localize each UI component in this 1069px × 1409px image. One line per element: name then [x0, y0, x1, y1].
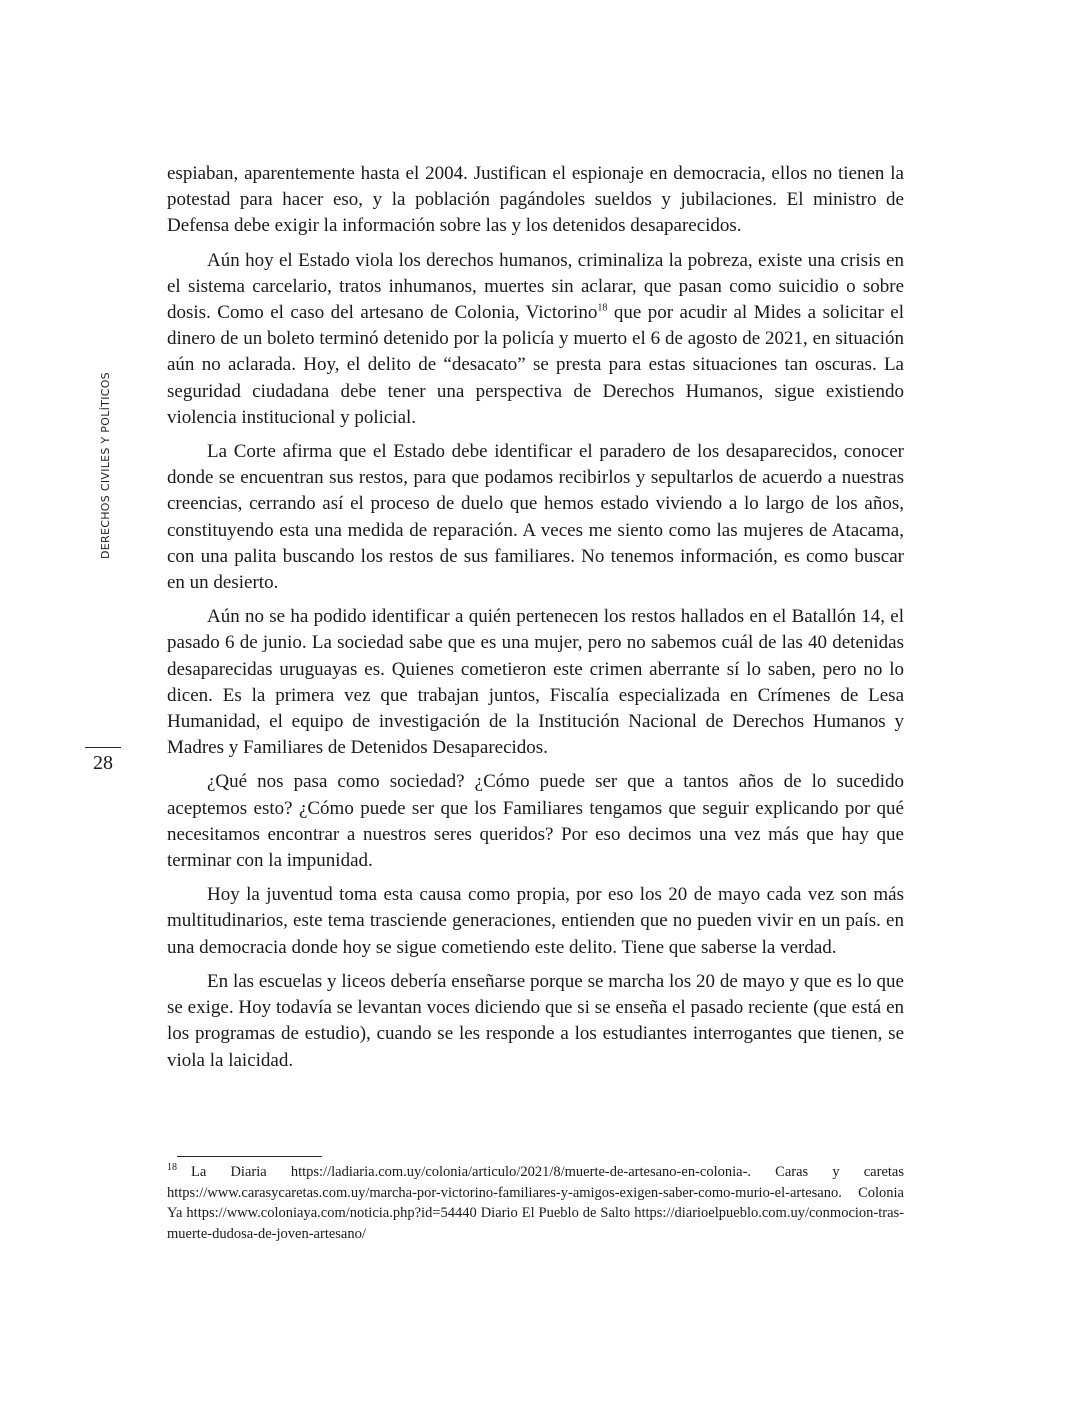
footnote-separator — [177, 1156, 322, 1157]
footnote-number: 18 — [167, 1162, 177, 1174]
running-section-title — [78, 355, 132, 575]
paragraph-4: Aún no se ha podido identificar a quién pertenecen los restos hallados en el Batallón 14, el pasado 6 de junio. La sociedad sabe que es una mujer, pero no sabemos cuál de las 40 detenidas desaparecidas uruguayas es. Quienes cometieron este crimen aberrante sí lo saben, pero no lo dicen. Es la primera vez que trabajan juntos, Fiscalía especializada en Crímenes de Lesa Humanidad, el equipo de investigación de la Institución Nacional de Derechos Humanos y Madres y Familiares de Detenidos Desaparecidos. — [167, 606, 904, 759]
page-number-rule — [85, 747, 121, 748]
footnote-18 — [167, 1162, 904, 1244]
main-text-column — [167, 161, 904, 1082]
page-number: 28 — [93, 752, 113, 774]
paragraph-5: ¿Qué nos pasa como sociedad? ¿Cómo puede ser que a tantos años de lo sucedido aceptemos esto? ¿Cómo puede ser que los Familiares tengamos que seguir explicando por qué necesitamos encontrar a nuestros seres queridos? Por eso decimos una vez más que hay que terminar con la impunidad. — [167, 771, 904, 872]
footnote-reference[interactable]: 18 — [597, 302, 608, 314]
paragraph-2-text-after: que por acudir al Mides a solicitar el dinero de un boleto terminó detenido por la policía y muerto el 6 de agosto de 2021, en situación aún no aclarada. Hoy, el delito de “desacato” se presta para estas situaciones tan oscuras. La seguridad ciudadana debe tener una perspectiva de Derechos Humanos, sigue existiendo violencia institucional y policial. — [167, 302, 905, 428]
section-title-text: DERECHOS CIVILES Y POLÍTICOS — [98, 371, 112, 559]
footnote-text: La Diaria https://ladiaria.com.uy/colonia/articulo/2021/8/muerte-de-artesano-en-colonia-. Caras y caretas https://www.carasycaretas.com.uy/marcha-por-victorino-familiares-y-amigos-exigen-saber-como-murio-el-artesano. Colonia Ya https://www.coloniaya.com/noticia.php?id=54440 Diario El Pueblo de Salto https://diarioelpueblo.com.uy/conmocion-tras-muerte-dudosa-de-joven-artesano/ — [167, 1164, 904, 1242]
paragraph-1: espiaban, aparentemente hasta el 2004. Justifican el espionaje en democracia, ellos no tienen la potestad para hacer eso, y la población pagándoles sueldos y jubilaciones. El ministro de Defensa debe exigir la información sobre las y los detenidos desaparecidos. — [167, 163, 904, 237]
paragraph-6: Hoy la juventud toma esta causa como propia, por eso los 20 de mayo cada vez son más multitudinarios, este tema trasciende generaciones, entienden que no pueden vivir en un país. en una democracia donde hoy se sigue cometiendo este delito. Tiene que saberse la verdad. — [167, 884, 904, 958]
paragraph-3: La Corte afirma que el Estado debe identificar el paradero de los desaparecidos, conocer donde se encuentran sus restos, para que podamos recibirlos y sepultarlos de acuerdo a nuestras creencias, cerrando así el proceso de duelo que hemos estado viviendo a lo largo de los años, constituyendo esta una medida de reparación. A veces me siento como las mujeres de Atacama, con una palita buscando los restos de sus familiares. No tenemos información, es como buscar en un desierto. — [167, 441, 904, 594]
paragraph-2 — [167, 248, 904, 431]
paragraph-2-text-before: Aún hoy el Estado viola los derechos humanos, criminaliza la pobreza, existe una crisis en el sistema carcelario, tratos inhumanos, muertes sin aclarar, que pasan como suicidio o sobre dosis. Como el caso del artesano de Colonia, Victorino — [167, 249, 904, 324]
paragraph-7: En las escuelas y liceos debería enseñarse porque se marcha los 20 de mayo y que es lo que se exige. Hoy todavía se levantan voces diciendo que si se enseña el pasado reciente (que está en los programas de estudio), cuando se les responde a los estudiantes interrogantes que tienen, se viola la laicidad. — [167, 970, 904, 1071]
